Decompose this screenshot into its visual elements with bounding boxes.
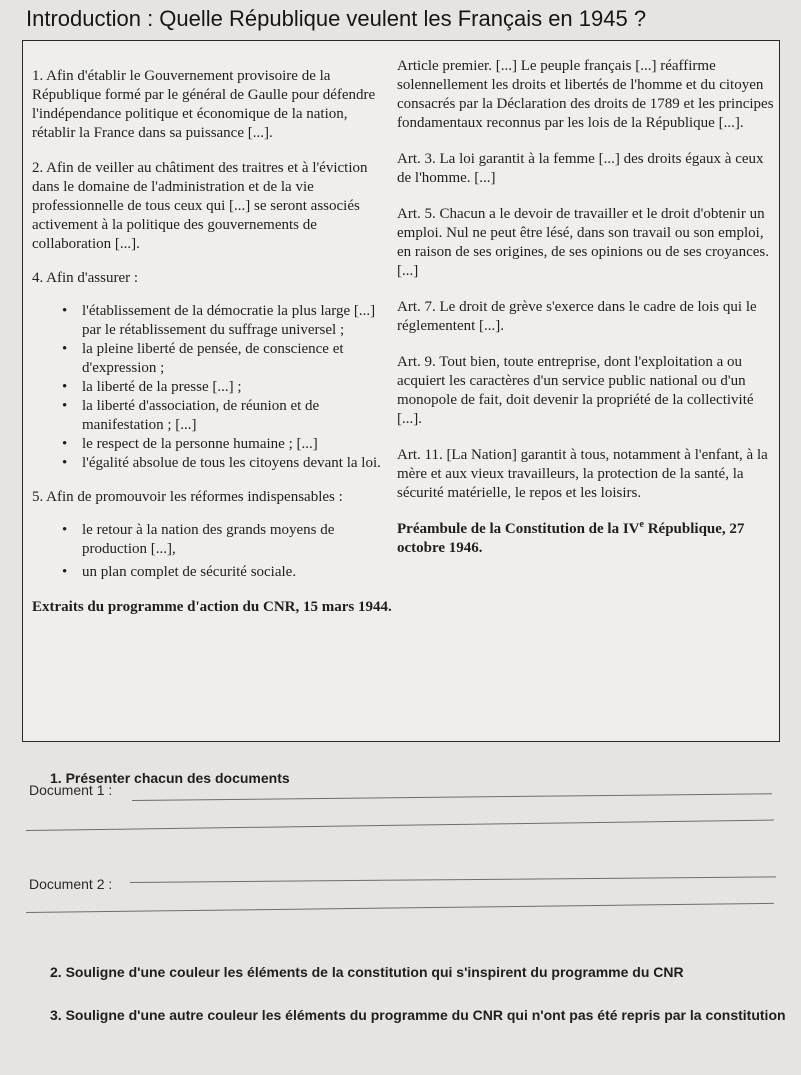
constitution-column (397, 57, 775, 558)
document-2-label: Document 2 : (29, 876, 113, 892)
page-title: Introduction : Quelle République veulent les Français en 1945 ? (26, 6, 647, 31)
question-3: 3. Souligne d'une autre couleur les éléments du programme du CNR qui n'ont pas été repris par la constitution (50, 1007, 786, 1023)
cnr-item-5: 5. Afin de promouvoir les réformes indispensables : (32, 489, 343, 505)
answer-line-doc2-b[interactable] (26, 903, 774, 913)
list-item: • la liberté d'association, de réunion et de manifestation ; [...] (82, 397, 392, 435)
constitution-source-a: Préambule de la Constitution de la IV (397, 521, 640, 537)
article-5: Art. 5. Chacun a le devoir de travailler et le droit d'obtenir un emploi. Nul ne peut être lésé, dans son travail ou son emploi, en raison de ses origines, de ses opinions ou de ses croyances. [...] (397, 206, 769, 279)
answer-line-doc1-b[interactable] (26, 820, 774, 831)
list-item: • le respect de la personne humaine ; [...] (82, 435, 392, 454)
cnr-item-4-list (32, 302, 392, 473)
question-2: 2. Souligne d'une couleur les éléments de la constitution qui s'inspirent du programme du CNR (50, 964, 684, 980)
cnr-source: Extraits du programme d'action du CNR, 15 mars 1944. (32, 599, 392, 615)
cnr-item-1: 1. Afin d'établir le Gouvernement provisoire de la République formé par le général de Gaulle pour défendre l'indépendance politique et économique de la nation, rétablir la France dans sa puissance [...]. (32, 68, 376, 141)
answer-line-doc1[interactable] (132, 793, 772, 801)
constitution-source-sup: e (639, 519, 644, 530)
list-item: • la pleine liberté de pensée, de conscience et d'expression ; (82, 340, 392, 378)
list-item: • le retour à la nation des grands moyens de production [...], (82, 521, 392, 559)
answer-line-doc2[interactable] (130, 876, 776, 883)
article-11: Art. 11. [La Nation] garantit à tous, notamment à l'enfant, à la mère et aux vieux travailleurs, la protection de la santé, la sécurité matérielle, le repos et les loisirs. (397, 447, 768, 501)
question-1: 1. Présenter chacun des documents (50, 770, 290, 786)
list-item: • l'établissement de la démocratie la plus large [...] par le rétablissement du suffrage universel ; (82, 302, 392, 340)
documents-frame (22, 40, 780, 742)
list-item: • un plan complet de sécurité sociale. (82, 563, 392, 582)
cnr-program-column (32, 67, 392, 617)
cnr-item-2: 2. Afin de veiller au châtiment des traitres et à l'éviction dans le domaine de l'administration et de la vie professionnelle de tous ceux qui [...] se seront associés activement à la politique des gouvernements de collaboration [...]. (32, 160, 368, 252)
article-1: Article premier. [...] Le peuple français [...] réaffirme solennellement les droits et libertés de l'homme et du citoyen consacrés par la Déclaration des droits de 1789 et les principes fondamentaux reconnus par les lois de la République [...]. (397, 58, 774, 131)
article-3: Art. 3. La loi garantit à la femme [...] des droits égaux à ceux de l'homme. [...] (397, 151, 764, 186)
article-9: Art. 9. Tout bien, toute entreprise, dont l'exploitation a ou acquiert les caractères d'un service public national ou d'un monopole de fait, doit devenir la propriété de la collectivité [...]. (397, 354, 754, 427)
constitution-source-b: République, 27 octobre 1946. (397, 521, 745, 556)
list-item: • la liberté de la presse [...] ; (82, 378, 392, 397)
document-1-label: Document 1 : (29, 782, 113, 798)
constitution-source (397, 520, 775, 558)
cnr-item-4: 4. Afin d'assurer : (32, 270, 139, 286)
cnr-item-5-list (32, 521, 392, 582)
article-7: Art. 7. Le droit de grève s'exerce dans le cadre de lois qui le réglementent [...]. (397, 299, 757, 334)
list-item: • l'égalité absolue de tous les citoyens devant la loi. (82, 454, 392, 473)
